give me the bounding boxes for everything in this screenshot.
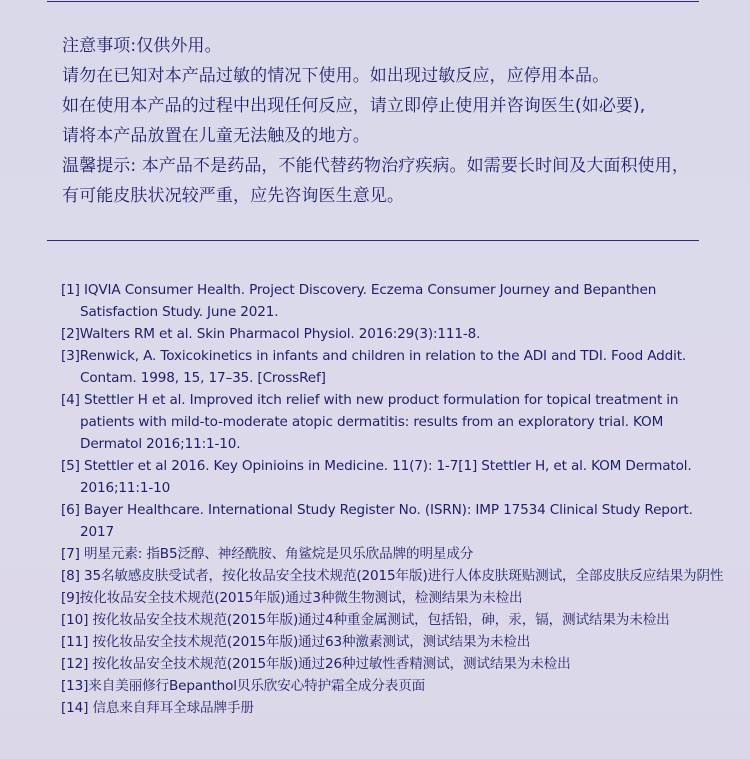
reference-item: [4] Stettler H et al. Improved itch relief with new product formulation for topical treatment in patients with mild-to-moderate atopic dermatitis: results from an exploratory trial. KOM Dermatol 2016;11:1-10. [61, 392, 679, 452]
reference-item: [10] 按化妆品安全技术规范(2015年版)通过4种重金属测试，包括铅，砷，汞，镉，测试结果为未检出 [61, 612, 670, 628]
reference-item: [3]Renwick, A. Toxicokinetics in infants and children in relation to the ADI and TDI. Food Addit. Contam. 1998, 15, 17–35. [CrossRef] [61, 348, 687, 386]
reference-item: [13]来自美丽修行Bepanthol贝乐欣安心特护霜全成分表页面 [61, 678, 426, 694]
reference-item: [2]Walters RM et al. Skin Pharmacol Physiol. 2016:29(3):111-8. [61, 326, 481, 342]
top-divider [47, 1, 699, 2]
reference-item: [8] 35名敏感皮肤受试者，按化妆品安全技术规范(2015年版)进行人体皮肤斑贴测试，全部皮肤反应结果为阴性 [61, 568, 724, 584]
reference-item: [14] 信息来自拜耳全球品牌手册 [61, 700, 254, 716]
usage-notice [62, 31, 742, 211]
notice-line: 有可能皮肤状况较严重，应先咨询医生意见。 [62, 186, 404, 206]
reference-item: [6] Bayer Healthcare. International Study Register No. (ISRN): IMP 17534 Clinical Study Report. 2017 [61, 502, 693, 540]
reference-item: [11] 按化妆品安全技术规范(2015年版)通过63种激素测试，测试结果为未检出 [61, 634, 531, 650]
notice-line: 温馨提示: 本产品不是药品，不能代替药物治疗疾病。如需要长时间及大面积使用， [62, 156, 689, 176]
middle-divider [47, 240, 699, 241]
reference-item: [9]按化妆品安全技术规范(2015年版)通过3种微生物测试，检测结果为未检出 [61, 590, 523, 606]
notice-line: 请勿在已知对本产品过敏的情况下使用。如出现过敏反应，应停用本品。 [62, 66, 610, 86]
reference-item: [5] Stettler et al 2016. Key Opinioins in Medicine. 11(7): 1-7[1] Stettler H, et al. KOM Dermatol. 2016;11:1-10 [61, 458, 692, 496]
reference-item: [7] 明星元素: 指B5泛醇、神经酰胺、角鲨烷是贝乐欣品牌的明星成分 [61, 546, 474, 562]
reference-list [61, 279, 726, 719]
notice-line: 请将本产品放置在儿童无法触及的地方。 [62, 126, 370, 146]
reference-item: [12] 按化妆品安全技术规范(2015年版)通过26种过敏性香精测试，测试结果为未检出 [61, 656, 571, 672]
notice-line: 注意事项:仅供外用。 [62, 36, 222, 56]
reference-item: [1] IQVIA Consumer Health. Project Discovery. Eczema Consumer Journey and Bepanthen Satisfaction Study. June 2021. [61, 282, 657, 320]
notice-line: 如在使用本产品的过程中出现任何反应，请立即停止使用并咨询医生(如必要), [62, 96, 646, 116]
